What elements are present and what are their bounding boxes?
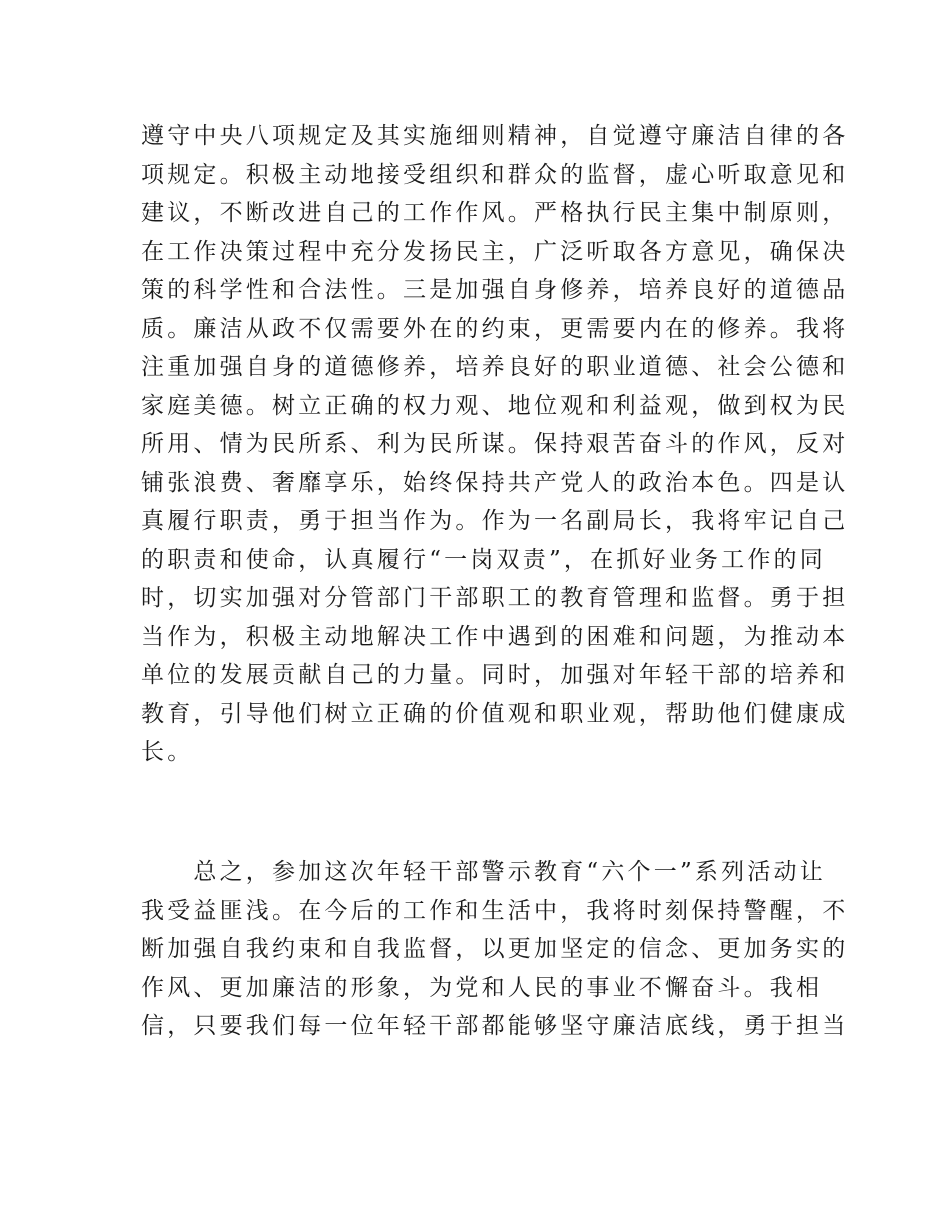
text-line: 总之，参加这次年轻干部警示教育“六个一”系列活动让: [141, 859, 826, 885]
text-line: 单位的发展贡献自己的力量。同时，加强对年轻干部的培养和: [141, 662, 849, 688]
text-line: 信，只要我们每一位年轻干部都能够坚守廉洁底线，勇于担当: [141, 1013, 849, 1039]
text-line: 真履行职责，勇于担当作为。作为一名副局长，我将牢记自己: [141, 508, 849, 534]
text-line: 策的科学性和合法性。三是加强自身修养，培养良好的道德品: [141, 277, 849, 303]
paragraph-2: [141, 853, 849, 1046]
text-line: 注重加强自身的道德修养，培养良好的职业道德、社会公德和: [141, 354, 849, 380]
text-line: 的职责和使命，认真履行“一岗双责”，在抓好业务工作的同: [141, 546, 826, 573]
text-line: 当作为，积极主动地解决工作中遇到的困难和问题，为推动本: [141, 623, 849, 650]
text-line: 我受益匪浅。在今后的工作和生活中，我将时刻保持警醒，不: [141, 897, 849, 924]
text-line: 建议，不断改进自己的工作作风。严格执行民主集中制原则，: [141, 200, 849, 226]
text-line: 质。廉洁从政不仅需要外在的约束，更需要内在的修养。我将: [141, 315, 849, 342]
text-line: 项规定。积极主动地接受组织和群众的监督，虚心听取意见和: [141, 161, 849, 188]
text-line: 断加强自我约束和自我监督，以更加坚定的信念、更加务实的: [141, 936, 849, 962]
text-line: 时，切实加强对分管部门干部职工的教育管理和监督。勇于担: [141, 585, 849, 611]
text-line: 作风、更加廉洁的形象，为党和人民的事业不懈奋斗。我相: [141, 974, 823, 1001]
paragraph-1: [141, 117, 849, 772]
text-line: 家庭美德。树立正确的权力观、地位观和利益观，做到权为民: [141, 392, 849, 419]
text-line: 所用、情为民所系、利为民所谋。保持艰苦奋斗的作风，反对: [141, 431, 849, 457]
text-line: 遵守中央八项规定及其实施细则精神，自觉遵守廉洁自律的各: [141, 123, 849, 149]
text-line: 在工作决策过程中充分发扬民主，广泛听取各方意见，确保决: [141, 238, 849, 265]
text-line: 铺张浪费、奢靡享乐，始终保持共产党人的政治本色。四是认: [141, 469, 849, 496]
text-line: 长。: [141, 739, 194, 765]
text-line: 教育，引导他们树立正确的价值观和职业观，帮助他们健康成: [141, 700, 849, 727]
